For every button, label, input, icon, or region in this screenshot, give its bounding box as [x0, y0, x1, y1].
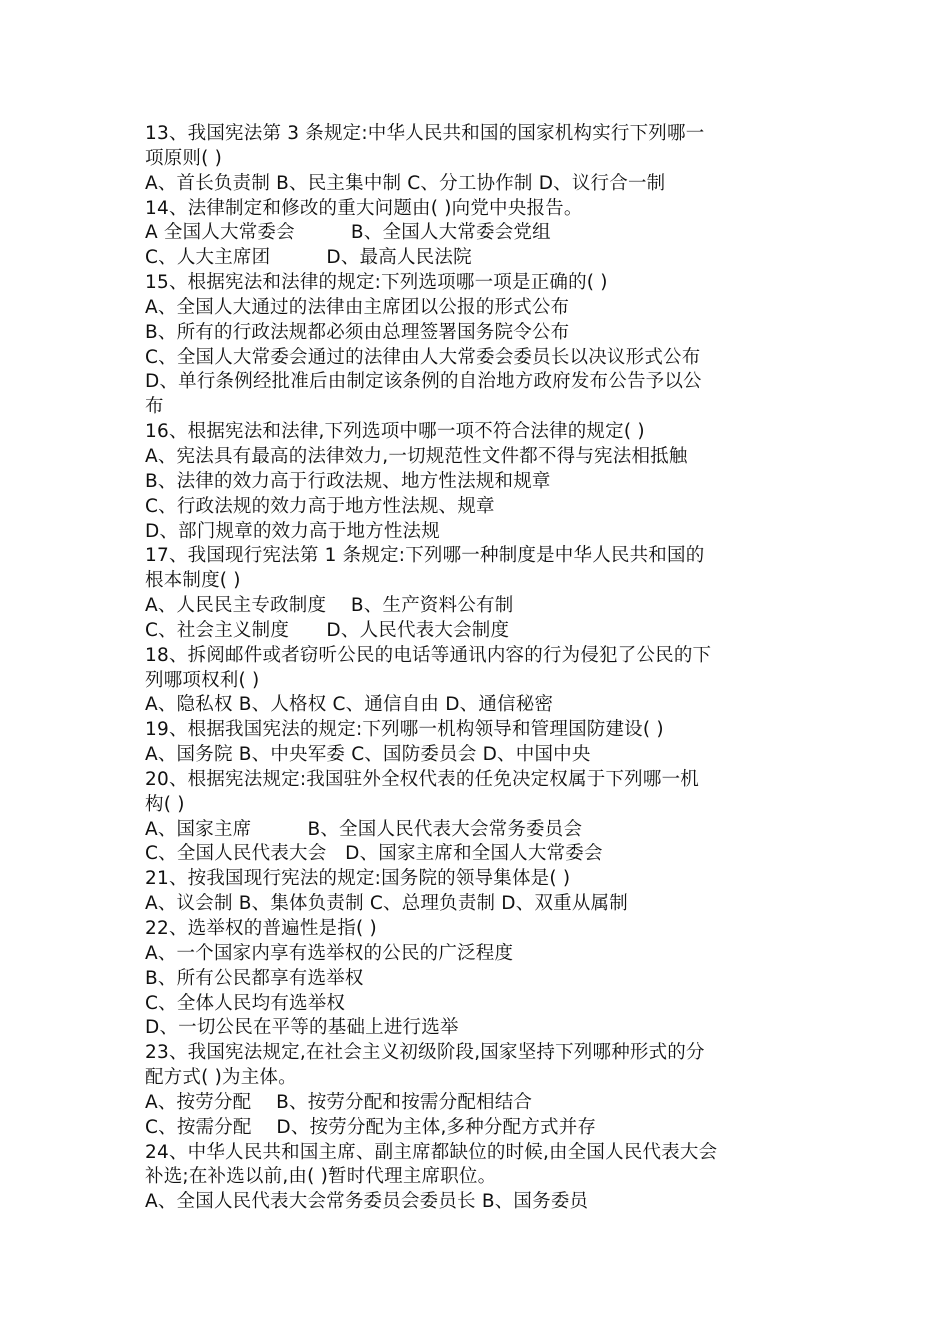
- question-19-options: A、国务院 B、中央军委 C、国防委员会 D、中国中央: [145, 744, 591, 766]
- question-18-line-1: 18、拆阅邮件或者窃听公民的电话等通讯内容的行为侵犯了公民的下: [145, 644, 712, 666]
- question-15-option-d-line-2: 布: [145, 396, 164, 418]
- question-23-options-ab: A、按劳分配 B、按劳分配和按需分配相结合: [145, 1091, 533, 1113]
- question-24-options-ab: A、全国人民代表大会常务委员会委员长 B、国务委员: [145, 1191, 589, 1213]
- question-18-options: A、隐私权 B、人格权 C、通信自由 D、通信秘密: [145, 694, 554, 716]
- question-14-options-cd: C、人大主席团 D、最高人民法院: [145, 247, 472, 269]
- question-18-line-2: 列哪项权利( ): [145, 669, 260, 691]
- document-body: [145, 122, 813, 1215]
- question-14-options-ab: A 全国人大常委会 B、全国人大常委会党组: [145, 222, 551, 244]
- question-20-line-2: 构( ): [145, 793, 185, 815]
- question-22-option-a: A、一个国家内享有选举权的公民的广泛程度: [145, 942, 514, 964]
- question-13-options: A、首长负责制 B、民主集中制 C、分工协作制 D、议行合一制: [145, 172, 666, 194]
- question-22-option-b: B、所有公民都享有选举权: [145, 967, 364, 989]
- question-23-options-cd: C、按需分配 D、按劳分配为主体,多种分配方式并存: [145, 1116, 597, 1138]
- question-15-text: 15、根据宪法和法律的规定:下列选项哪一项是正确的( ): [145, 272, 608, 294]
- question-13-line-2: 项原则( ): [145, 147, 223, 169]
- question-16-option-c: C、行政法规的效力高于地方性法规、规章: [145, 495, 495, 517]
- question-22-option-c: C、全体人民均有选举权: [145, 992, 346, 1014]
- question-22-option-d: D、一切公民在平等的基础上进行选举: [145, 1017, 459, 1039]
- question-16-option-a: A、宪法具有最高的法律效力,一切规范性文件都不得与宪法相抵触: [145, 445, 688, 467]
- question-15-option-b: B、所有的行政法规都必须由总理签署国务院令公布: [145, 321, 570, 343]
- question-16-text: 16、根据宪法和法律,下列选项中哪一项不符合法律的规定( ): [145, 421, 645, 443]
- question-14-text: 14、法律制定和修改的重大问题由( )向党中央报告。: [145, 197, 583, 219]
- question-24-line-2: 补选;在补选以前,由( )暂时代理主席职位。: [145, 1166, 497, 1188]
- question-17-options-ab: A、人民民主专政制度 B、生产资料公有制: [145, 595, 514, 617]
- question-15-option-a: A、全国人大通过的法律由主席团以公报的形式公布: [145, 296, 570, 318]
- question-15-option-c: C、全国人大常委会通过的法律由人大常委会委员长以决议形式公布: [145, 346, 701, 368]
- question-17-line-2: 根本制度( ): [145, 570, 241, 592]
- question-17-line-1: 17、我国现行宪法第 1 条规定:下列哪一种制度是中华人民共和国的: [145, 545, 705, 567]
- question-21-options: A、议会制 B、集体负责制 C、总理负责制 D、双重从属制: [145, 893, 628, 915]
- question-19-text: 19、根据我国宪法的规定:下列哪一机构领导和管理国防建设( ): [145, 719, 664, 741]
- question-15-option-d-line-1: D、单行条例经批准后由制定该条例的自治地方政府发布公告予以公: [145, 371, 702, 393]
- question-17-options-cd: C、社会主义制度 D、人民代表大会制度: [145, 619, 510, 641]
- question-20-options-ab: A、国家主席 B、全国人民代表大会常务委员会: [145, 818, 583, 840]
- question-16-option-b: B、法律的效力高于行政法规、地方性法规和规章: [145, 470, 551, 492]
- question-16-option-d: D、部门规章的效力高于地方性法规: [145, 520, 440, 542]
- question-23-line-1: 23、我国宪法规定,在社会主义初级阶段,国家坚持下列哪种形式的分: [145, 1042, 705, 1064]
- question-24-line-1: 24、中华人民共和国主席、副主席都缺位的时候,由全国人民代表大会: [145, 1141, 718, 1163]
- question-13-line-1: 13、我国宪法第 3 条规定:中华人民共和国的国家机构实行下列哪一: [145, 123, 705, 144]
- question-22-text: 22、选举权的普遍性是指( ): [145, 918, 377, 939]
- question-21-text: 21、按我国现行宪法的规定:国务院的领导集体是( ): [145, 868, 571, 890]
- question-20-options-cd: C、全国人民代表大会 D、国家主席和全国人大常委会: [145, 843, 603, 865]
- question-20-line-1: 20、根据宪法规定:我国驻外全权代表的任免决定权属于下列哪一机: [145, 768, 699, 790]
- question-23-line-2: 配方式( )为主体。: [145, 1067, 297, 1089]
